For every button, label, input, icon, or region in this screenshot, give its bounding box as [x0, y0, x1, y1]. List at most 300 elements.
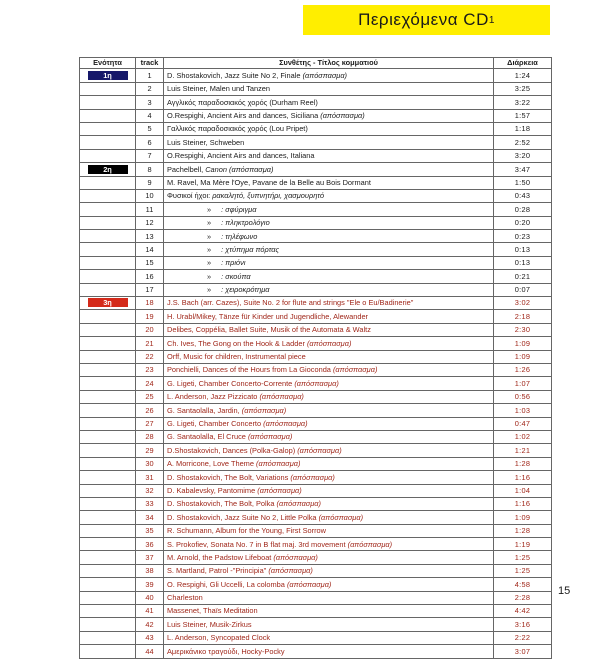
track-title-text: Ch. Ives, The Gong on the Hook & Ladder [167, 338, 307, 348]
table-row [80, 484, 552, 497]
track-title [164, 323, 494, 336]
section-cell [80, 230, 136, 243]
track-duration: 2:52 [494, 136, 552, 149]
track-title-text: D. Shostakovich, The Bolt, Polka [167, 499, 277, 509]
table-body [80, 69, 552, 658]
track-duration: 0:23 [494, 230, 552, 243]
track-title [164, 283, 494, 296]
track-title [164, 203, 494, 216]
section-cell [80, 149, 136, 162]
track-duration: 3:02 [494, 297, 552, 310]
section-cell [80, 69, 136, 82]
track-duration: 1:24 [494, 69, 552, 82]
track-title-note: (απόσπασμα) [320, 111, 365, 120]
track-title [164, 122, 494, 135]
track-number: 38 [136, 564, 164, 577]
table-row [80, 471, 552, 484]
track-title [164, 377, 494, 390]
track-number: 44 [136, 645, 164, 658]
table-row [80, 297, 552, 310]
table-row [80, 631, 552, 644]
track-title-note: (απόσπασμα) [286, 579, 332, 589]
table-row [80, 310, 552, 323]
track-duration: 3:07 [494, 645, 552, 658]
track-title-note: Canon (απόσπασμα) [205, 164, 274, 174]
track-title-text: O.Respighi, Ancient Airs and dances, Italiana [167, 151, 315, 161]
table-row [80, 605, 552, 618]
table-row [80, 497, 552, 510]
track-title-text: Ponchielli, Dances of the Hours from La Gioconda [167, 365, 333, 375]
table-row [80, 270, 552, 283]
track-duration: 1:28 [494, 524, 552, 537]
track-title-note: (απόσπασμα) [273, 552, 318, 562]
track-number: 22 [136, 350, 164, 363]
table-row [80, 417, 552, 430]
section-cell [80, 176, 136, 189]
section-cell [80, 618, 136, 631]
track-title [164, 591, 494, 604]
track-title-text: D. Shostakovich, Jazz Suite No 2, Little Polka [167, 512, 319, 522]
section-cell [80, 457, 136, 470]
table-row [80, 591, 552, 604]
track-title [164, 631, 494, 644]
header-section: Ενότητα [80, 58, 136, 69]
track-title [164, 605, 494, 618]
track-title [164, 457, 494, 470]
track-title-text: S. Martland, Patrol -"Principia" [167, 566, 269, 576]
header-track: track [136, 58, 164, 69]
section-cell [80, 337, 136, 350]
track-title-text: G. Ligeti, Chamber Concerto-Corrente [167, 378, 295, 388]
track-duration: 1:57 [494, 109, 552, 122]
track-number: 31 [136, 471, 164, 484]
track-title-text: Massenet, Thaïs Meditation [167, 606, 258, 616]
track-duration: 1:18 [494, 122, 552, 135]
track-title-note: : πριόνι [221, 258, 246, 268]
track-title-text: Φυσικοί ήχοι: [167, 191, 213, 201]
track-title-note: : σφύριγμα [221, 204, 257, 214]
track-duration: 3:47 [494, 163, 552, 176]
page-title-subscript: 1 [488, 14, 495, 26]
track-title [164, 96, 494, 109]
track-title [164, 430, 494, 443]
track-duration: 1:19 [494, 538, 552, 551]
header-title: Συνθέτης - Τίτλος κομματιού [164, 58, 494, 69]
track-title-note: (απόσπασμα) [332, 365, 378, 375]
track-title-text: D. Kabalevsky, Pantomime [167, 485, 258, 495]
table-row [80, 404, 552, 417]
track-title [164, 270, 494, 283]
track-duration: 0:21 [494, 270, 552, 283]
table-row [80, 203, 552, 216]
table-row [80, 350, 552, 363]
track-duration: 1:25 [494, 564, 552, 577]
track-duration: 1:28 [494, 457, 552, 470]
table-row [80, 230, 552, 243]
section-cell [80, 122, 136, 135]
section-badge: 2η [88, 165, 128, 174]
section-badge: 3η [88, 298, 128, 307]
track-duration: 0:28 [494, 203, 552, 216]
page-title: Περιεχόμενα CD [358, 10, 489, 29]
track-number: 13 [136, 230, 164, 243]
section-badge: 1η [88, 71, 128, 80]
track-title-note: : χειροκρότημα [221, 285, 270, 295]
track-title [164, 256, 494, 269]
track-duration: 4:42 [494, 605, 552, 618]
section-cell [80, 631, 136, 644]
track-title [164, 216, 494, 229]
table-row [80, 109, 552, 122]
track-title-note: : τηλέφωνο [221, 231, 258, 241]
section-cell [80, 243, 136, 256]
section-cell [80, 297, 136, 310]
table-row [80, 430, 552, 443]
track-number: 3 [136, 96, 164, 109]
track-title [164, 82, 494, 95]
table-row [80, 256, 552, 269]
track-number: 30 [136, 457, 164, 470]
track-duration: 1:09 [494, 337, 552, 350]
section-cell [80, 551, 136, 564]
section-cell [80, 216, 136, 229]
track-title-note: (απόσπασμα) [268, 566, 313, 576]
table-row [80, 283, 552, 296]
table-row [80, 189, 552, 202]
track-title-text: H. Urabl/Mikey, Tänze für Kinder und Jugendliche, Alewander [167, 311, 369, 321]
track-number: 11 [136, 203, 164, 216]
track-number: 5 [136, 122, 164, 135]
section-cell [80, 564, 136, 577]
track-duration: 1:04 [494, 484, 552, 497]
track-title-text: Charleston [167, 593, 203, 603]
track-title-note: (απόσπασμα) [297, 445, 342, 455]
track-title [164, 109, 494, 122]
section-cell [80, 189, 136, 202]
track-title-text: » [207, 204, 212, 214]
track-number: 4 [136, 109, 164, 122]
track-title-text: M. Arnold, the Padstow Lifeboat [167, 552, 274, 562]
track-duration: 1:07 [494, 377, 552, 390]
track-title-text: R. Schumann, Album for the Young, First Sorrow [167, 526, 326, 536]
table-row [80, 149, 552, 162]
track-number: 26 [136, 404, 164, 417]
section-cell [80, 390, 136, 403]
track-title-note: (απόσπασμα) [263, 418, 308, 428]
table-row [80, 69, 552, 82]
table-row [80, 564, 552, 577]
track-duration: 1:09 [494, 350, 552, 363]
track-number: 28 [136, 430, 164, 443]
table-row [80, 538, 552, 551]
track-title-text: Luis Steiner, Musik-Zirkus [167, 619, 252, 629]
track-number: 39 [136, 578, 164, 591]
track-title-text: G. Santaolalla, Jardin, [167, 405, 242, 415]
section-cell [80, 350, 136, 363]
table-row [80, 457, 552, 470]
track-title-text: Luis Steiner, Malen und Tanzen [167, 84, 270, 94]
track-title [164, 163, 494, 176]
track-duration: 4:58 [494, 578, 552, 591]
page-number: 15 [558, 585, 571, 597]
track-title-text: Delibes, Coppélia, Ballet Suite, Musik of the Automata & Waltz [167, 325, 371, 335]
track-number: 6 [136, 136, 164, 149]
track-title-text: » [207, 231, 212, 241]
track-number: 29 [136, 444, 164, 457]
track-title [164, 645, 494, 658]
track-duration: 1:16 [494, 497, 552, 510]
section-cell [80, 270, 136, 283]
track-number: 34 [136, 511, 164, 524]
table-row [80, 136, 552, 149]
table-row [80, 243, 552, 256]
track-title-note: (απόσπασμα) [256, 459, 301, 469]
track-duration: 2:28 [494, 591, 552, 604]
track-title-note: (απόσπασμα) [257, 485, 302, 495]
header-duration: Διάρκεια [494, 58, 552, 69]
track-title-text: G. Ligeti, Chamber Concerto [167, 418, 264, 428]
table-row [80, 323, 552, 336]
track-title [164, 176, 494, 189]
track-number: 7 [136, 149, 164, 162]
track-title-text: Pachelbell, [167, 164, 206, 174]
track-title [164, 524, 494, 537]
track-duration: 0:20 [494, 216, 552, 229]
track-number: 21 [136, 337, 164, 350]
track-title-text: » [207, 271, 212, 281]
track-duration: 1:03 [494, 404, 552, 417]
track-title [164, 350, 494, 363]
table-row [80, 176, 552, 189]
track-title-text: Αγγλικός παραδοσιακός χορός (Durham Reel) [167, 97, 318, 107]
section-cell [80, 310, 136, 323]
table-row [80, 511, 552, 524]
track-title-text: Luis Steiner, Schweben [167, 137, 245, 147]
track-duration: 0:13 [494, 256, 552, 269]
track-number: 41 [136, 605, 164, 618]
track-title-text: Αμερικάνικο τραγούδι, Hocky-Pocky [167, 646, 285, 656]
track-title-note: (απόσπασμα) [306, 338, 352, 348]
section-cell [80, 430, 136, 443]
track-number: 43 [136, 631, 164, 644]
track-title-text: O. Respighi, Gli Uccelli, La colomba [167, 579, 287, 589]
track-number: 2 [136, 82, 164, 95]
track-duration: 2:22 [494, 631, 552, 644]
table-row [80, 163, 552, 176]
table-row [80, 122, 552, 135]
section-cell [80, 511, 136, 524]
track-number: 42 [136, 618, 164, 631]
track-number: 10 [136, 189, 164, 202]
section-cell [80, 82, 136, 95]
track-title [164, 337, 494, 350]
track-title-note: (απόσπασμα) [302, 70, 347, 80]
track-number: 8 [136, 163, 164, 176]
track-title-note: ρακαλητό, ξυπνητήρι, χασμουρητό [212, 191, 325, 201]
track-number: 16 [136, 270, 164, 283]
section-cell [80, 484, 136, 497]
track-title-note: (απόσπασμα) [247, 432, 293, 442]
track-title-text: O.Respighi, Ancient Airs and dances, Siciliana [167, 111, 321, 120]
track-number: 35 [136, 524, 164, 537]
table-row [80, 444, 552, 457]
track-title-text: D. Shostakovich, The Bolt, Variations [167, 472, 291, 482]
track-title-text: L. Anderson, Syncopated Clock [167, 633, 271, 643]
track-number: 40 [136, 591, 164, 604]
section-cell [80, 591, 136, 604]
track-duration: 1:16 [494, 471, 552, 484]
track-duration: 1:25 [494, 551, 552, 564]
table-row [80, 337, 552, 350]
table-row [80, 363, 552, 376]
table-row [80, 377, 552, 390]
track-title [164, 618, 494, 631]
track-duration: 3:16 [494, 618, 552, 631]
table-row [80, 551, 552, 564]
section-cell [80, 497, 136, 510]
track-duration: 2:18 [494, 310, 552, 323]
track-title-note: (απόσπασμα) [241, 405, 287, 415]
track-title-note: (απόσπασμα) [294, 378, 339, 388]
track-duration: 1:09 [494, 511, 552, 524]
track-number: 23 [136, 363, 164, 376]
track-number: 24 [136, 377, 164, 390]
track-number: 20 [136, 323, 164, 336]
track-title [164, 511, 494, 524]
track-number: 37 [136, 551, 164, 564]
track-title [164, 497, 494, 510]
track-number: 9 [136, 176, 164, 189]
table-row [80, 82, 552, 95]
track-title-text: M. Ravel, Ma Mère l'Oye, Pavane de la Belle au Bois Dormant [167, 177, 371, 187]
track-title-text: D. Shostakovich, Jazz Suite No 2, Finale [167, 70, 303, 80]
section-cell [80, 96, 136, 109]
section-cell [80, 109, 136, 122]
track-title [164, 471, 494, 484]
track-title-text: L. Anderson, Jazz Pizzicato [167, 392, 260, 402]
track-number: 14 [136, 243, 164, 256]
track-title-text: S. Prokofiev, Sonata No. 7 in B flat maj. 3rd movement [167, 539, 348, 549]
track-title [164, 310, 494, 323]
table-row [80, 618, 552, 631]
track-title-note: : πληκτρολόγιο [221, 218, 270, 228]
track-number: 12 [136, 216, 164, 229]
track-number: 27 [136, 417, 164, 430]
track-duration: 3:22 [494, 96, 552, 109]
table-row [80, 390, 552, 403]
track-title [164, 136, 494, 149]
track-title [164, 189, 494, 202]
table-row [80, 96, 552, 109]
section-cell [80, 578, 136, 591]
track-title-text: D.Shostakovich, Dances (Polka-Galop) [167, 445, 298, 455]
section-cell [80, 136, 136, 149]
track-title [164, 417, 494, 430]
track-title-note: (απόσπασμα) [290, 472, 335, 482]
track-title [164, 578, 494, 591]
track-duration: 0:47 [494, 417, 552, 430]
track-duration: 1:50 [494, 176, 552, 189]
section-cell [80, 256, 136, 269]
track-title-text: » [207, 218, 212, 228]
section-cell [80, 163, 136, 176]
track-title-note: (απόσπασμα) [259, 392, 304, 402]
section-cell [80, 404, 136, 417]
track-title [164, 390, 494, 403]
track-title [164, 444, 494, 457]
track-duration: 1:26 [494, 363, 552, 376]
section-cell [80, 283, 136, 296]
track-title [164, 149, 494, 162]
track-title [164, 564, 494, 577]
track-title [164, 538, 494, 551]
track-number: 33 [136, 497, 164, 510]
track-title [164, 230, 494, 243]
track-title-text: » [207, 285, 212, 295]
track-duration: 0:43 [494, 189, 552, 202]
track-duration: 3:25 [494, 82, 552, 95]
track-number: 32 [136, 484, 164, 497]
table-row [80, 645, 552, 658]
section-cell [80, 524, 136, 537]
track-number: 25 [136, 390, 164, 403]
track-duration: 1:21 [494, 444, 552, 457]
track-title [164, 484, 494, 497]
section-cell [80, 471, 136, 484]
track-duration: 1:02 [494, 430, 552, 443]
table-header-row [80, 58, 552, 69]
section-cell [80, 203, 136, 216]
track-number: 1 [136, 69, 164, 82]
track-title [164, 297, 494, 310]
track-duration: 0:07 [494, 283, 552, 296]
page-title-banner [303, 5, 550, 35]
cd-contents-table [79, 57, 552, 659]
track-title-text: Orff, Music for children, Instrumental piece [167, 352, 306, 362]
section-cell [80, 323, 136, 336]
track-title [164, 69, 494, 82]
track-title [164, 551, 494, 564]
track-duration: 2:30 [494, 323, 552, 336]
section-cell [80, 363, 136, 376]
track-number: 18 [136, 297, 164, 310]
track-title-text: » [207, 258, 212, 268]
table-row [80, 216, 552, 229]
section-cell [80, 645, 136, 658]
track-title-text: A. Morricone, Love Theme [167, 459, 257, 469]
table-row [80, 578, 552, 591]
section-cell [80, 444, 136, 457]
track-title-note: : χτύπημα πόρτας [221, 244, 280, 254]
track-number: 17 [136, 283, 164, 296]
track-title [164, 404, 494, 417]
section-cell [80, 417, 136, 430]
track-duration: 0:13 [494, 243, 552, 256]
section-cell [80, 377, 136, 390]
track-number: 19 [136, 310, 164, 323]
track-title-text: J.S. Bach (arr. Cazes), Suite No. 2 for flute and strings "Ele o Eu/Badinerie" [167, 298, 414, 308]
track-title-text: G. Santaolalla, El Cruce [167, 432, 248, 442]
section-cell [80, 605, 136, 618]
track-title-note: (απόσπασμα) [347, 539, 393, 549]
track-duration: 0:56 [494, 390, 552, 403]
track-number: 15 [136, 256, 164, 269]
track-title [164, 363, 494, 376]
section-cell [80, 538, 136, 551]
track-number: 36 [136, 538, 164, 551]
track-title-text: Γαλλικός παραδοσιακός χορός (Lou Pripet) [167, 124, 308, 134]
track-duration: 3:20 [494, 149, 552, 162]
